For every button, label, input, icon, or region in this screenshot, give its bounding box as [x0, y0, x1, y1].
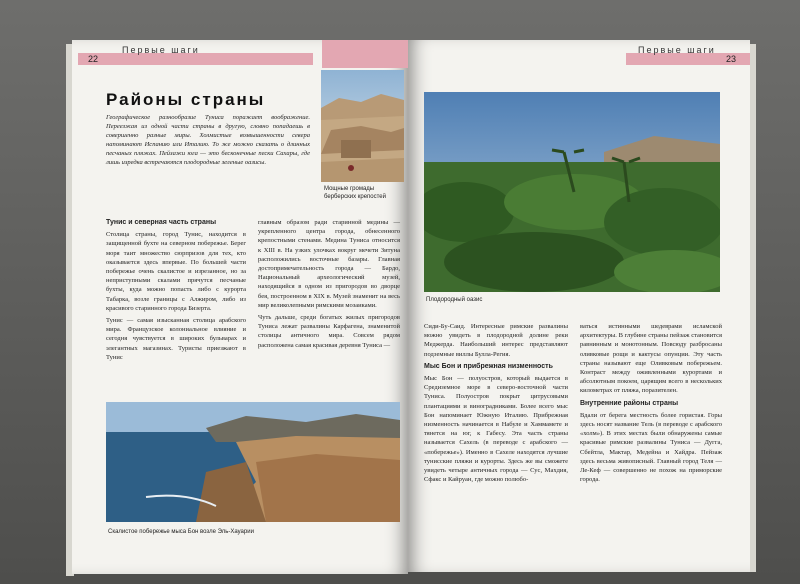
corner-accent — [322, 40, 408, 68]
photo-berber-fortress — [321, 70, 404, 182]
photo-caption-coast: Скалистое побережье мыса Бон возле Эль-Хауарии — [108, 529, 254, 535]
running-header: Первые шаги — [638, 45, 716, 55]
paragraph: Сиди-Бу-Саид. Интересные римские развалины можно увидеть в плодородной долине реки Меджерда. Наибольший интерес представляют подземные виллы Булла-Регия. — [424, 323, 568, 358]
photo-cap-bon-coast — [106, 402, 400, 522]
photo-oasis — [424, 92, 720, 292]
running-header: Первые шаги — [122, 45, 200, 55]
left-column-2 — [258, 218, 400, 353]
right-column-2 — [580, 322, 722, 487]
photo-caption-fortress: Мощные громады берберских крепостей — [324, 186, 386, 200]
page-number: 23 — [726, 54, 737, 64]
paragraph: Вдали от берега местность более гористая. Горы здесь носят название Тель (в переводе с арабского «холм»). В этих местах были обнаружены самые красивые римские развалины Туниса — Дугга, Сбейтла, Мактар, Медейна и Хайдра. Пейзаж здесь весьма живописный. Главный город Теля — Ле-Кеф — совершенно не похож на приморские города. — [580, 411, 722, 484]
page-number: 22 — [88, 54, 99, 64]
paragraph: главным образом ради старинной медины — укрепленного центра города, обнесенного крепостными стенами. Медина Туниса относится к XIII в. На узких улочках вокруг мечети Зитуна расположились восточные базары. Главная достопримечательность города — Бардо, Национальный археологический музей, находящийся в одном из пригородов во дворце бея, построенном в XIX в. Музей знаменит на весь мир великолепными римскими мозаиками. — [258, 219, 400, 309]
paragraph: Столица страны, город Тунис, находится в защищенной бухте на северном побережье. Берег моря таит множество сюрпризов для тех, кто оказывается здесь впервые. По большей части побережье очень скалистое и изрезанное, но за неприступными скалами прячутся песчаные бухты, куда можно попасть либо с курорта Табарка, возле границы с Алжиром, либо из красивого старинного города Бизерта. — [106, 231, 246, 312]
photo-caption-oasis: Плодородный оазис — [426, 297, 483, 303]
page-title: Районы страны — [106, 90, 266, 109]
section-heading-interior: Внутренние районы страны — [580, 399, 679, 407]
left-page — [72, 40, 408, 574]
paragraph: ваться истинными шедеврами исламской архитектуры. В глубине страны пейзаж становится равнинным и монотонным. Повсюду разбросаны оливковые рощи и кактусы опунции. Эту часть страны называют еще Оливковым побережьем. Контраст между оживленными курортами и абсолютным покоем, царящим всего в нескольких километрах от пляжа, поразителен. — [580, 323, 722, 395]
intro-text: Географическое разнообразие Туниса поражает воображение. Переезжая из одной части страны в другую, словно попадаешь в совершенно разные миры. Холмистые возвышенности севера напоминают Испанию или Италию. То же можно сказать о длинных песчаных пляжах. Пейзажи юга — это бесконечные пески Сахары, где лишь изредка встречаются плодородные зеленые оазисы. — [106, 114, 310, 166]
section-heading-north: Тунис и северная часть страны — [106, 219, 217, 226]
paragraph: Тунис — самая изысканная столица арабского мира. Французское колониальное влияние и сегодня чувствуется в широких бульварах и элегантных магазинах. Туристы приезжают в Тунис — [106, 317, 246, 361]
right-column-1 — [424, 322, 568, 487]
left-column-1 — [106, 218, 246, 365]
section-heading-cap-bon: Мыс Бон и прибрежная низменность — [424, 362, 553, 370]
right-page — [408, 40, 750, 572]
paragraph: Мыс Бон — полуостров, который выдается в Средиземное море в северо-восточной части Туниса. Полуостров покрыт цитрусовыми плантациями и виноградниками. Более всего мыс Бон напоминает Южную Италию. Прибрежная низменность начинается в Набуле и Хаммамете и тянется на юг, к Габесу. Эта часть страны называется Сахель (в переводе с арабского — «побережье»). Именно в Сахеле находятся лучшие тунисские пляжи и курорты. Здесь же вы сможете увидеть четыре античных города — Сус, Махдия, Сфакс и Кайруан, где можно полюбо- — [424, 375, 568, 484]
paragraph: Чуть дальше, среди богатых жилых пригородов Туниса лежат развалины Карфагена, знаменитой столицы античного мира. Совсем рядом расположена самая красивая деревня Туниса — — [258, 314, 400, 349]
